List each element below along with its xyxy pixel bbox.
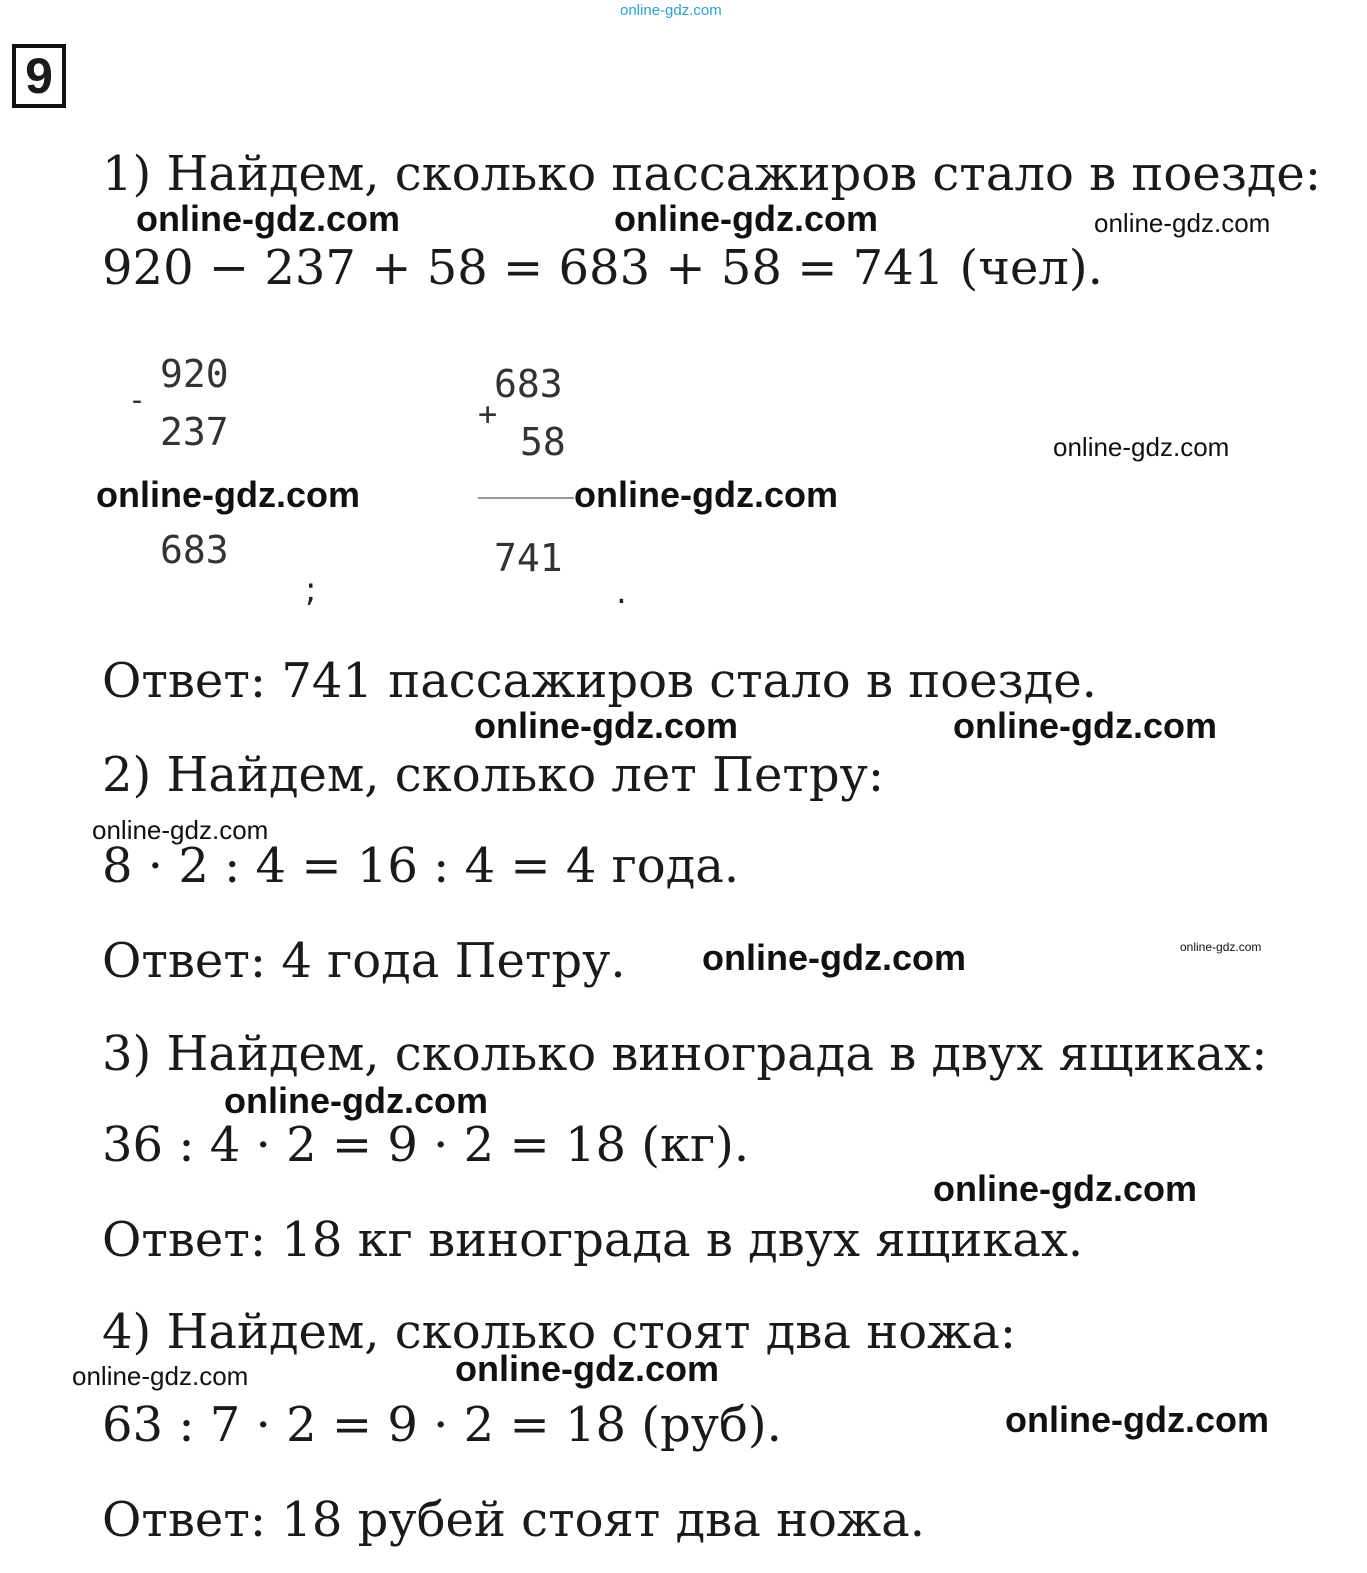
watermark: online-gdz.com [702, 937, 966, 978]
watermark: online-gdz.com [574, 474, 838, 515]
part1-answer: Ответ: 741 пассажиров стало в поезде. [102, 653, 1097, 709]
watermark: online-gdz.com [136, 198, 400, 239]
watermark: online-gdz.com [953, 705, 1217, 746]
part4-expression: 63 : 7 · 2 = 9 · 2 = 18 (руб). [102, 1397, 782, 1453]
watermark: online-gdz.com [1180, 940, 1262, 954]
part4-answer: Ответ: 18 рубей стоят два ножа. [102, 1492, 925, 1548]
col1-bottom: 237 [160, 410, 229, 454]
header-watermark: online-gdz.com [620, 2, 722, 19]
col2-top: 683 [494, 362, 563, 406]
col2-result: 741 [494, 536, 563, 580]
part3-answer: Ответ: 18 кг винограда в двух ящиках. [102, 1212, 1084, 1268]
part1-heading: 1) Найдем, сколько пассажиров стало в поезде: [102, 146, 1322, 202]
part3-expression: 36 : 4 · 2 = 9 · 2 = 18 (кг). [102, 1117, 750, 1173]
watermark: online-gdz.com [1094, 208, 1271, 238]
watermark: online-gdz.com [1053, 432, 1230, 462]
task-number: 9 [12, 44, 66, 108]
part2-expression: 8 · 2 : 4 = 16 : 4 = 4 года. [102, 838, 740, 894]
part2-answer: Ответ: 4 года Петру. [102, 933, 626, 989]
part1-expression: 920 − 237 + 58 = 683 + 58 = 741 (чел). [102, 240, 1103, 296]
watermark: online-gdz.com [933, 1168, 1197, 1209]
watermark: online-gdz.com [96, 474, 360, 515]
col1-result: 683 [160, 528, 229, 572]
watermark: online-gdz.com [92, 815, 269, 845]
part4-heading: 4) Найдем, сколько стоят два ножа: [102, 1304, 1017, 1360]
plus-sign: + [478, 395, 498, 433]
semicolon: ; [305, 570, 317, 610]
period: . [616, 572, 627, 612]
watermark: online-gdz.com [72, 1361, 249, 1391]
minus-sign: - [128, 383, 147, 418]
watermark: online-gdz.com [455, 1348, 719, 1389]
col2-bottom: 58 [520, 420, 566, 464]
col1-top: 920 [160, 352, 229, 396]
watermark: online-gdz.com [474, 705, 738, 746]
column-rule [478, 497, 574, 499]
watermark: online-gdz.com [224, 1080, 488, 1121]
part3-heading: 3) Найдем, сколько винограда в двух ящиках: [102, 1026, 1268, 1082]
watermark: online-gdz.com [614, 198, 878, 239]
part2-heading: 2) Найдем, сколько лет Петру: [102, 747, 885, 803]
watermark: online-gdz.com [1005, 1399, 1269, 1440]
